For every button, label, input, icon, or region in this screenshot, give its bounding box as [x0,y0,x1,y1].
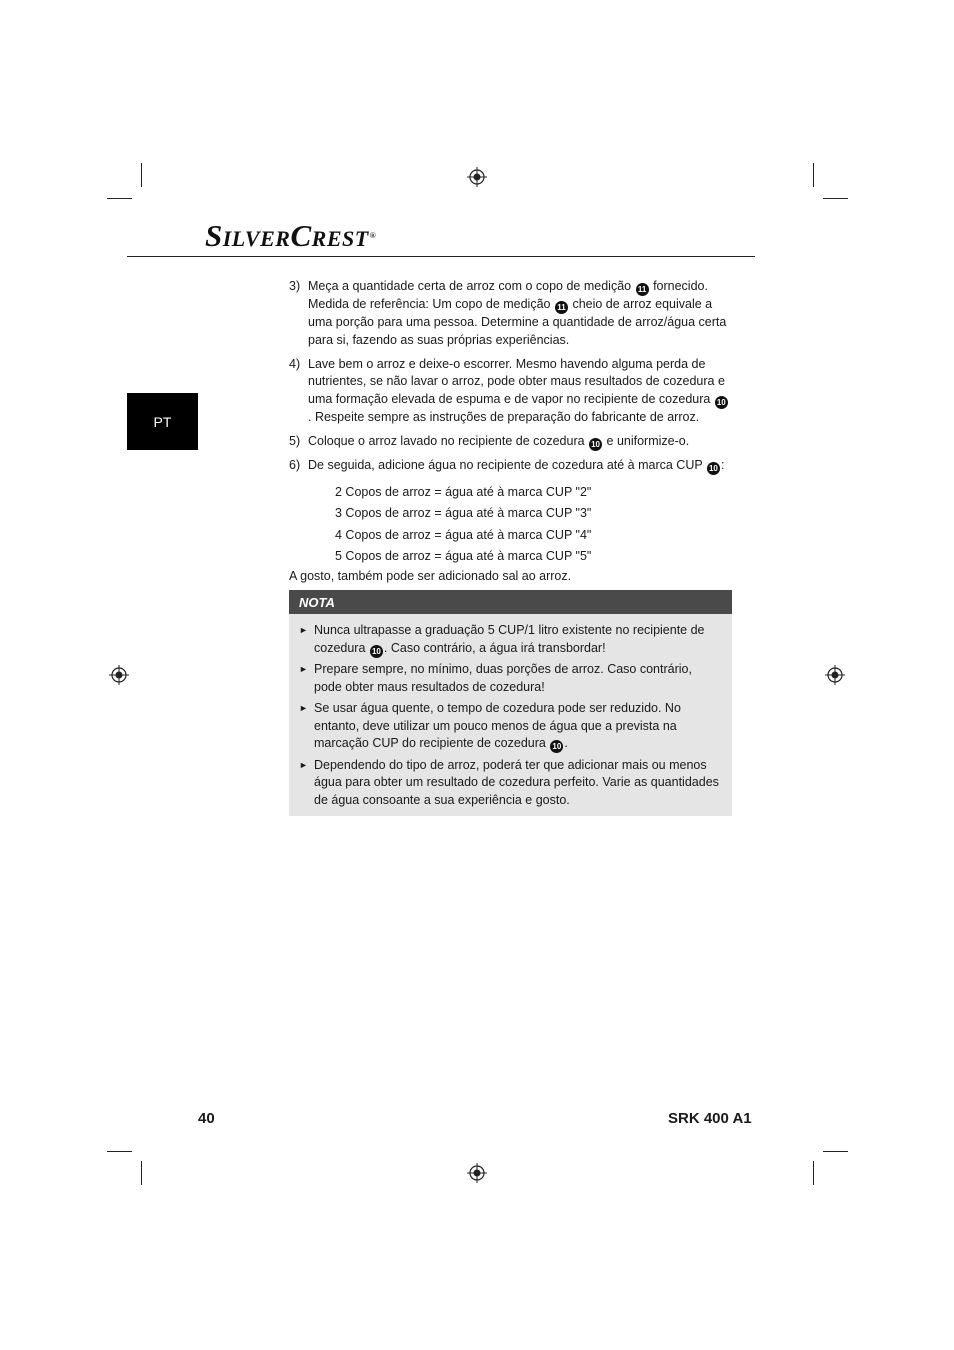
crop-mark-icon [823,1151,848,1152]
brand-logo: SILVERCREST® [205,218,377,253]
text-run: Dependendo do tipo de arroz, poderá ter que adicionar mais ou menos água para obter um resultado de cozedura perfeito. Varie as quantidades de água consoante a sua experiência e gosto. [314,757,719,807]
crop-mark-icon [141,1161,142,1185]
text-run: De seguida, adicione água no recipiente de cozedura até à marca CUP [308,458,706,472]
note-item [299,622,722,658]
text-run: e uniformize-o. [603,433,690,448]
crop-mark-icon [813,163,814,187]
text-run: Prepare sempre, no mínimo, duas porções de arroz. Caso contrário, pode obter maus resultados de cozedura! [314,662,692,694]
text-run: Lave bem o arroz e deixe-o escorrer. Mesmo havendo alguma perda de nutrientes, se não lavar o arroz, pode obter maus resultados de cozedura e uma formação elevada de espuma e de vapor no recipiente de cozedura [308,356,725,406]
salt-note: A gosto, também pode ser adicionado sal ao arroz. [289,568,572,583]
bullet-arrow-icon: ► [299,703,308,714]
note-box [289,590,732,816]
note-title: NOTA [289,590,732,614]
crop-mark-icon [141,163,142,187]
cups-row: 4 Copos de arroz = água até à marca CUP "4" [335,527,592,542]
part-number-badge: 10 [707,462,720,475]
model-number: SRK 400 A1 [668,1110,752,1127]
text-run: : [720,458,725,472]
crop-mark-icon [107,1151,132,1152]
bullet-arrow-icon: ► [299,625,308,635]
step-number: 5) [289,433,301,448]
part-number-badge: 10 [550,740,563,753]
part-number-badge: 10 [589,438,602,451]
note-item [299,700,722,753]
crop-mark-icon [823,198,848,199]
bullet-arrow-icon: ► [299,759,308,770]
part-number-badge: 10 [370,645,383,658]
language-tab: PT [127,393,198,450]
step-item [289,457,732,475]
cups-table [289,482,732,568]
step-item [289,278,732,349]
cups-row: 5 Copos de arroz = água até à marca CUP "5" [335,549,592,563]
text-run: . Caso contrário, a água irá transbordar! [383,640,606,655]
text-run: cheio de arroz equivale a uma porção para uma pessoa. Determine a quantidade de arroz/água certa para si, fazendo as suas próprias experiências. [308,297,727,347]
cups-row: 3 Copos de arroz = água até à marca CUP "3" [335,506,592,520]
registration-crosshair-icon [467,167,487,187]
crop-mark-icon [107,198,132,199]
registration-crosshair-icon [109,665,129,685]
text-run: . Respeite sempre as instruções de preparação do fabricante de arroz. [308,409,700,424]
step-number: 4) [289,356,301,371]
step-item [289,433,732,451]
instructions-content [289,278,732,585]
cups-row: 2 Copos de arroz = água até à marca CUP "2" [335,484,592,499]
part-number-badge: 11 [555,301,568,314]
registration-crosshair-icon [825,665,845,685]
page-number: 40 [198,1110,215,1127]
note-item [299,757,722,810]
text-run: Meça a quantidade certa de arroz com o copo de medição [308,279,635,293]
step-number: 6) [289,458,301,472]
registration-crosshair-icon [467,1163,487,1183]
text-run: fornecido. Medida de referência: Um copo de medição [308,279,708,311]
step-item [289,356,732,427]
step-number: 3) [289,279,301,293]
note-list [289,614,732,809]
part-number-badge: 10 [715,396,728,409]
steps-list [289,278,732,475]
note-item [299,661,722,696]
text-run: Nunca ultrapasse a graduação 5 CUP/1 litro existente no recipiente de cozedura [314,623,705,655]
header-divider [127,256,755,257]
text-run: . [564,736,568,751]
text-run: Coloque o arroz lavado no recipiente de cozedura [308,433,589,448]
bullet-arrow-icon: ► [299,664,308,675]
part-number-badge: 11 [636,283,649,296]
crop-mark-icon [813,1161,814,1185]
text-run: Se usar água quente, o tempo de cozedura pode ser reduzido. No entanto, deve utilizar um pouco menos de água que a prevista na marcação CUP do recipiente de cozedura [314,701,681,751]
